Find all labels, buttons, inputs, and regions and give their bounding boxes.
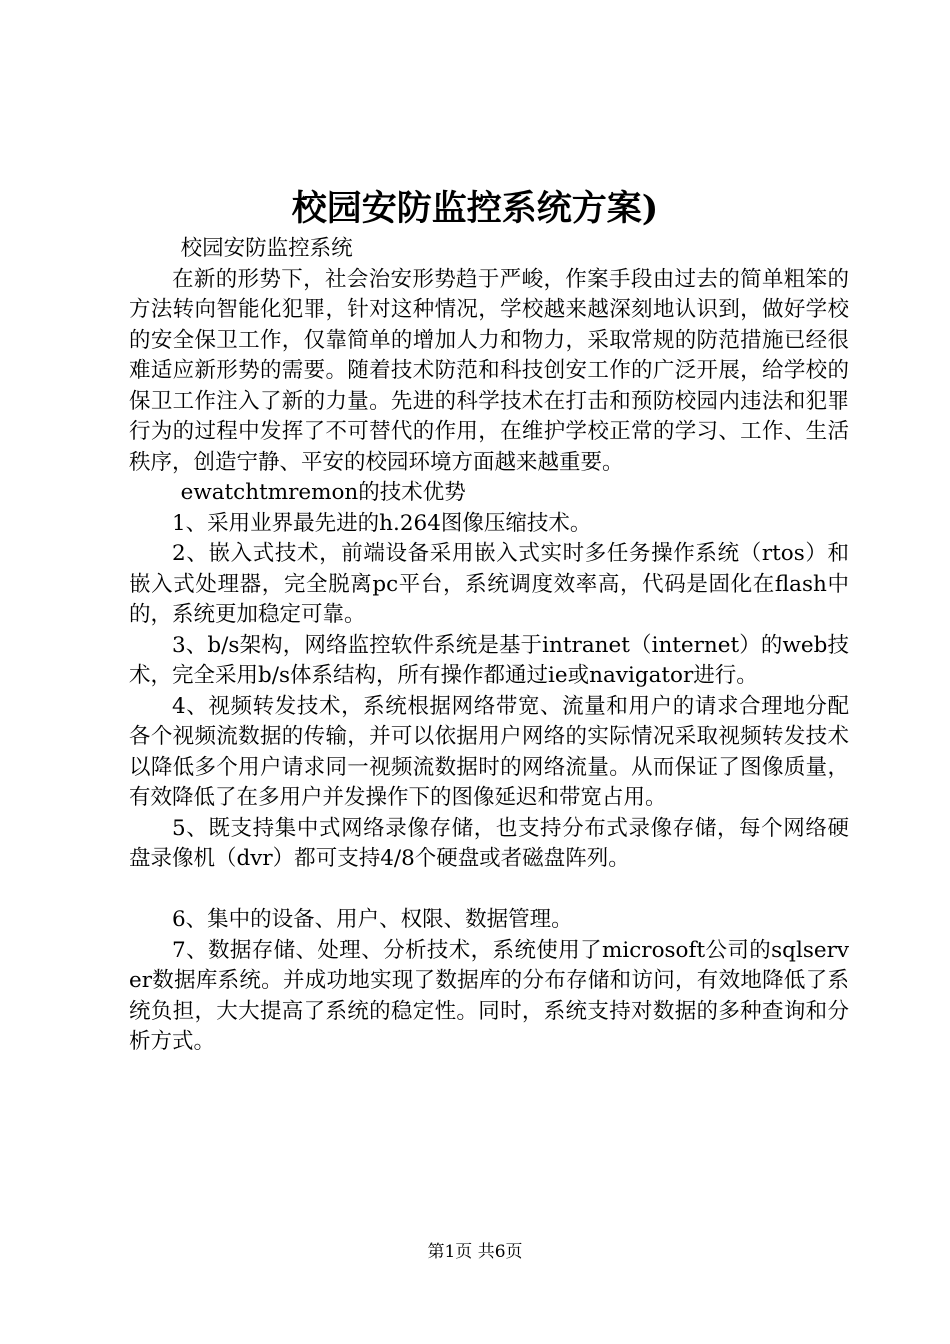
- document-title: 校园安防监控系统方案): [291, 188, 659, 229]
- paragraph-item-6: 6、集中的设备、用户、权限、数据管理。: [172, 907, 573, 932]
- page-footer: 第1页 共6页: [427, 1242, 523, 1262]
- paragraph-item-1: 1、采用业界最先进的h.264图像压缩技术。: [172, 510, 592, 536]
- blank-line: [129, 875, 849, 906]
- paragraph-item-3: 3、b/s架构，网络监控软件系统是基于intranet（internet）的web技术，完全采用b/s体系结构，所有操作都通过ie或navigator进行。: [129, 632, 849, 688]
- section-heading: 校园安防监控系统: [180, 236, 353, 261]
- section-heading-advantages: ewatchtmremon的技术优势: [180, 480, 466, 505]
- paragraph-item-5: 5、既支持集中式网络录像存储，也支持分布式录像存储，每个网络硬盘录像机（dvr）都可支持4/8个硬盘或者磁盘阵列。: [129, 815, 849, 871]
- paragraph-item-2: 2、嵌入式技术，前端设备采用嵌入式实时多任务操作系统（rtos）和嵌入式处理器，完全脱离pc平台，系统调度效率高，代码是固化在flash中的，系统更加稳定可靠。: [129, 541, 849, 627]
- paragraph-item-7: 7、数据存储、处理、分析技术，系统使用了microsoft公司的sqlserver数据库系统。并成功地实现了数据库的分布存储和访问，有效地降低了系统负担，大大提高了系统的稳定性。同时，系统支持对数据的多种查询和分析方式。: [129, 937, 849, 1054]
- document-body: [129, 234, 849, 1058]
- paragraph-intro: 在新的形势下，社会治安形势趋于严峻，作案手段由过去的简单粗笨的方法转向智能化犯罪，针对这种情况，学校越来越深刻地认识到，做好学校的安全保卫工作，仅靠简单的增加人力和物力，采取常规的防范措施已经很难适应新形势的需要。随着技术防范和科技创安工作的广泛开展，给学校的保卫工作注入了新的力量。先进的科学技术在打击和预防校园内违法和犯罪行为的过程中发挥了不可替代的作用，在维护学校正常的学习、工作、生活秩序，创造宁静、平安的校园环境方面越来越重要。: [129, 266, 849, 475]
- paragraph-item-4: 4、视频转发技术，系统根据网络带宽、流量和用户的请求合理地分配各个视频流数据的传输，并可以依据用户网络的实际情况采取视频转发技术以降低多个用户请求同一视频流数据时的网络流量。从而保证了图像质量，有效降低了在多用户并发操作下的图像延迟和带宽占用。: [129, 693, 849, 810]
